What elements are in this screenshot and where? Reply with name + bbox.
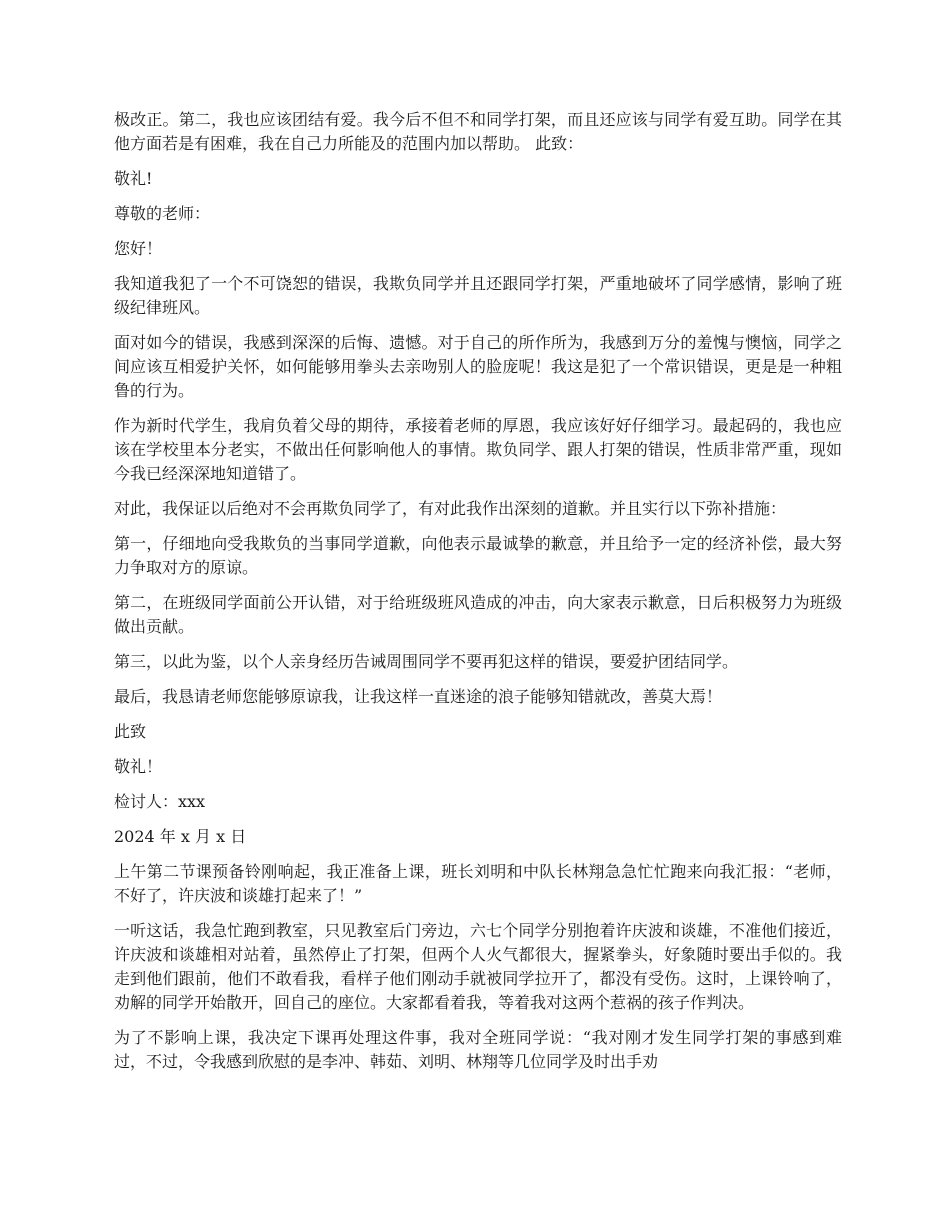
paragraph: 第一，仔细地向受我欺负的当事同学道歉，向他表示最诚挚的歉意，并且给予一定的经济补偿，最大努力争取对方的原谅。 (114, 534, 842, 577)
paragraph: 极改正。第二，我也应该团结有爱。我今后不但不和同学打架，而且还应该与同学有爱互助。同学在其他方面若是有困难，我在自己力所能及的范围内加以帮助。 此致： (114, 110, 842, 153)
paragraph: 对此，我保证以后绝对不会再欺负同学了，有对此我作出深刻的道歉。并且实行以下弥补措施： (114, 499, 787, 518)
paragraph: 最后，我恳请老师您能够原谅我，让我这样一直迷途的浪子能够知错就改，善莫大焉！ (114, 687, 723, 706)
paragraph: 尊敬的老师： (114, 204, 211, 223)
paragraph: 2024 年 x 月 x 日 (114, 827, 247, 846)
paragraph: 检讨人：xxx (114, 792, 206, 811)
paragraph: 第三，以此为鉴，以个人亲身经历告诫周围同学不要再犯这样的错误，要爱护团结同学。 (114, 652, 739, 671)
paragraph: 作为新时代学生，我肩负着父母的期待，承接着老师的厚恩，我应该好好仔细学习。最起码的，我也应该在学校里本分老实，不做出任何影响他人的事情。欺负同学、跟人打架的错误，性质非常严重，现如今我已经深深地知道错了。 (114, 416, 842, 483)
paragraph: 一听这话，我急忙跑到教室，只见教室后门旁边，六七个同学分别抱着许庆波和谈雄，不准他们接近，许庆波和谈雄相对站着，虽然停止了打架，但两个人火气都很大，握紧拳头，好象随时要出手似的。我走到他们跟前，他们不敢看我，看样子他们刚动手就被同学拉开了，都没有受伤。这时，上课铃响了，劝解的同学开始散开，回自己的座位。大家都看着我，等着我对这两个惹祸的孩子作判决。 (114, 921, 842, 1012)
paragraph: 敬礼! (114, 169, 153, 188)
paragraph: 第二，在班级同学面前公开认错，对于给班级班风造成的冲击，向大家表示歉意，日后积极努力为班级做出贡献。 (114, 593, 842, 636)
paragraph: 敬礼！ (114, 757, 163, 776)
paragraph: 您好！ (114, 239, 163, 258)
paragraph: 此致 (114, 722, 147, 741)
paragraph: 面对如今的错误，我感到深深的后悔、遗憾。对于自己的所作所为，我感到万分的羞愧与懊恼，同学之间应该互相爱护关怀，如何能够用拳头去亲吻别人的脸庞呢！我这是犯了一个常识错误，更是是一种粗鲁的行为。 (114, 333, 842, 400)
paragraph: 我知道我犯了一个不可饶恕的错误，我欺负同学并且还跟同学打架，严重地破坏了同学感情，影响了班级纪律班风。 (114, 274, 842, 317)
paragraph: 上午第二节课预备铃刚响起，我正准备上课，班长刘明和中队长林翔急急忙忙跑来向我汇报：“老师，不好了，许庆波和谈雄打起来了！” (114, 862, 842, 905)
paragraph: 为了不影响上课，我决定下课再处理这件事，我对全班同学说：“我对刚才发生同学打架的事感到难过，不过，令我感到欣慰的是李冲、韩茹、刘明、林翔等几位同学及时出手劝 (114, 1028, 842, 1071)
document-page (114, 108, 842, 1085)
